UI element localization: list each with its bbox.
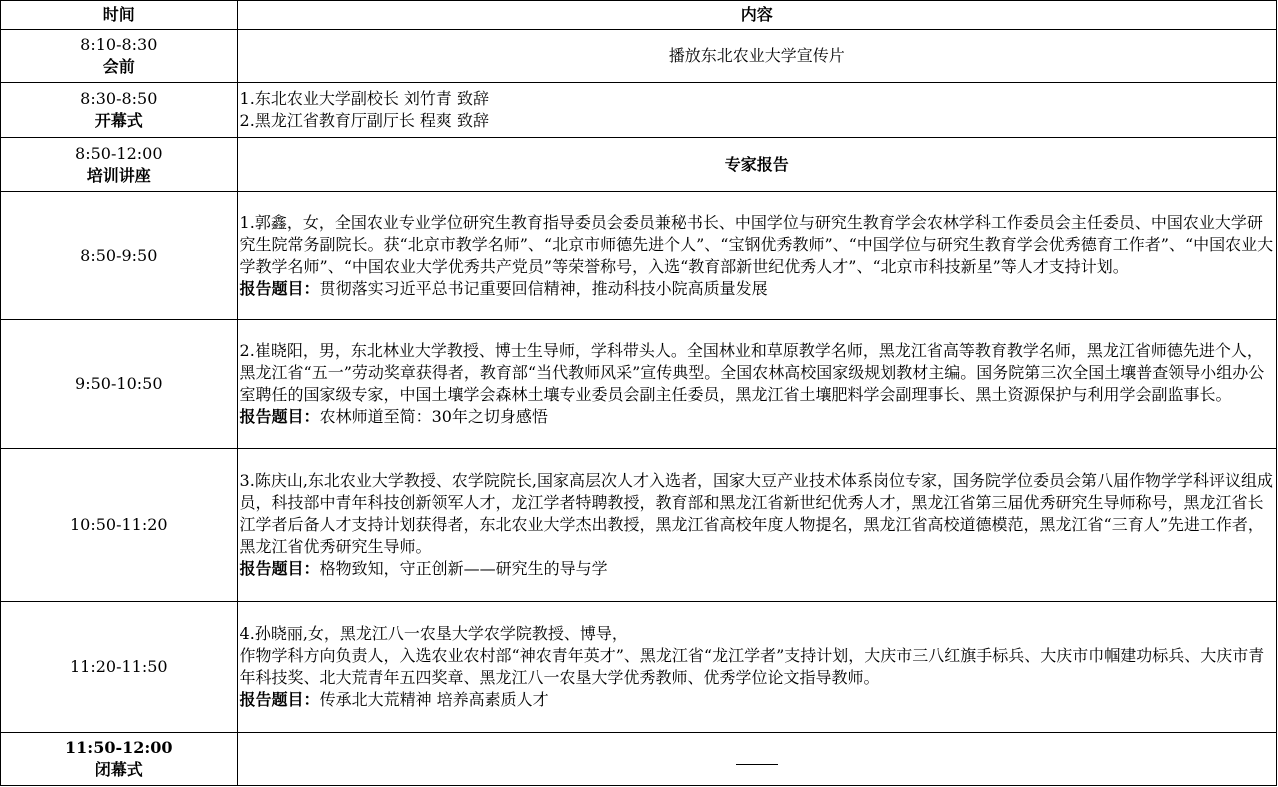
time-cell xyxy=(1,83,238,138)
speaker-bio-first-line: 4.孙晓丽,女，黑龙江八一农垦大学农学院教授、博导， xyxy=(239,624,628,643)
time-range: 8:30-8:50 xyxy=(80,89,158,108)
content-cell xyxy=(237,733,1276,786)
content-cell xyxy=(237,449,1276,602)
session-name: 开幕式 xyxy=(94,111,143,130)
talk-topic xyxy=(240,278,1274,300)
time-range: 8:10-8:30 xyxy=(80,35,158,54)
session-name: 培训讲座 xyxy=(86,165,151,185)
topic-label: 报告题目： xyxy=(239,407,320,426)
table-row xyxy=(1,602,1277,733)
topic-label: 报告题目： xyxy=(239,278,320,298)
content-cell xyxy=(237,192,1276,320)
session-name: 会前 xyxy=(102,57,135,76)
time-range: 11:50-12:00 xyxy=(65,738,173,757)
speaker-bio: 2.崔晓阳，男，东北林业大学教授、博士生导师，学科带头人。全国林业和草原教学名师，黑龙江省高等教育教学名师，黑龙江省师德先进个人，黑龙江省“五一”劳动奖章获得者，教育部“当代教师风采”宣传典型。全国农林高校国家级规划教材主编。国务院第三次全国土壤普查领导小组办公室聘任的国家级专家，中国土壤学会森林土壤专业委员会副主任委员，黑龙江省土壤肥料学会副理事长、黑土资源保护与利用学会副监事长。 xyxy=(239,341,1265,404)
speaker-bio: 1.郭鑫，女，全国农业专业学位研究生教育指导委员会委员兼秘书长、中国学位与研究生教育学会农林学科工作委员会主任委员、中国农业大学研究生院常务副院长。获“北京市教学名师”、“北京市师德先进个人”、“宝钢优秀教师”、“中国学位与研究生教育学会优秀德育工作者”、“中国农业大学教学名师”、“中国农业大学优秀共产党员”等荣誉称号，入选“教育部新世纪优秀人才”、“北京市科技新星”等人才支持计划。 xyxy=(239,212,1274,276)
header-row xyxy=(1,1,1277,30)
speech-line: 1.东北农业大学副校长 刘竹青 致辞 xyxy=(239,89,489,108)
time-column-header: 时间 xyxy=(1,1,238,30)
time-cell: 9:50-10:50 xyxy=(1,320,238,449)
table-row xyxy=(1,138,1277,192)
session-name: 闭幕式 xyxy=(94,760,143,779)
table-row xyxy=(1,83,1277,138)
content-cell xyxy=(237,83,1276,138)
speaker-bio: 3.陈庆山,东北农业大学教授、农学院院长,国家高层次人才入选者，国家大豆产业技术体系岗位专家，国务院学位委员会第八届作物学学科评议组成员，科技部中青年科技创新领军人才，龙江学者特聘教授，教育部和黑龙江省新世纪优秀人才，黑龙江省第三届优秀研究生导师称号，黑龙江省长江学者后备人才支持计划获得者，东北农业大学杰出教授，黑龙江省高校年度人物提名，黑龙江省高校道德模范，黑龙江省“三育人”先进工作者，黑龙江省优秀研究生导师。 xyxy=(239,471,1273,556)
table-row xyxy=(1,30,1277,83)
time-range: 8:50-12:00 xyxy=(75,143,163,163)
time-cell xyxy=(1,138,238,192)
table-row xyxy=(1,320,1277,449)
topic-text: 贯彻落实习近平总书记重要回信精神，推动科技小院高质量发展 xyxy=(319,278,768,298)
topic-label: 报告题目： xyxy=(239,690,320,709)
topic-text: 格物致知，守正创新——研究生的导与学 xyxy=(319,559,608,578)
content-cell xyxy=(237,602,1276,733)
topic-text: 农林师道至简：30年之切身感悟 xyxy=(319,407,548,426)
content-column-header: 内容 xyxy=(237,1,1276,30)
dash-mark xyxy=(736,764,778,765)
topic-label: 报告题目： xyxy=(239,559,320,578)
table-row xyxy=(1,192,1277,320)
content-cell: 播放东北农业大学宣传片 xyxy=(237,30,1276,83)
topic-text: 传承北大荒精神 培养高素质人才 xyxy=(319,690,549,709)
time-cell xyxy=(1,733,238,786)
time-cell xyxy=(1,30,238,83)
content-cell: 专家报告 xyxy=(237,138,1276,192)
time-cell: 10:50-11:20 xyxy=(1,449,238,602)
time-cell: 11:20-11:50 xyxy=(1,602,238,733)
table-row xyxy=(1,449,1277,602)
content-cell xyxy=(237,320,1276,449)
talk-topic xyxy=(240,689,1274,711)
time-cell: 8:50-9:50 xyxy=(1,192,238,320)
speaker-bio: 作物学科方向负责人，入选农业农村部“神农青年英才”、黑龙江省“龙江学者”支持计划，大庆市三八红旗手标兵、大庆市巾帼建功标兵、大庆市青年科技奖、北大荒青年五四奖章、黑龙江八一农垦大学优秀教师、优秀学位论文指导教师。 xyxy=(239,646,1265,687)
talk-topic xyxy=(240,406,1274,428)
talk-topic xyxy=(240,558,1274,580)
table-row xyxy=(1,733,1277,786)
speech-line: 2.黑龙江省教育厅副厅长 程爽 致辞 xyxy=(239,111,489,130)
